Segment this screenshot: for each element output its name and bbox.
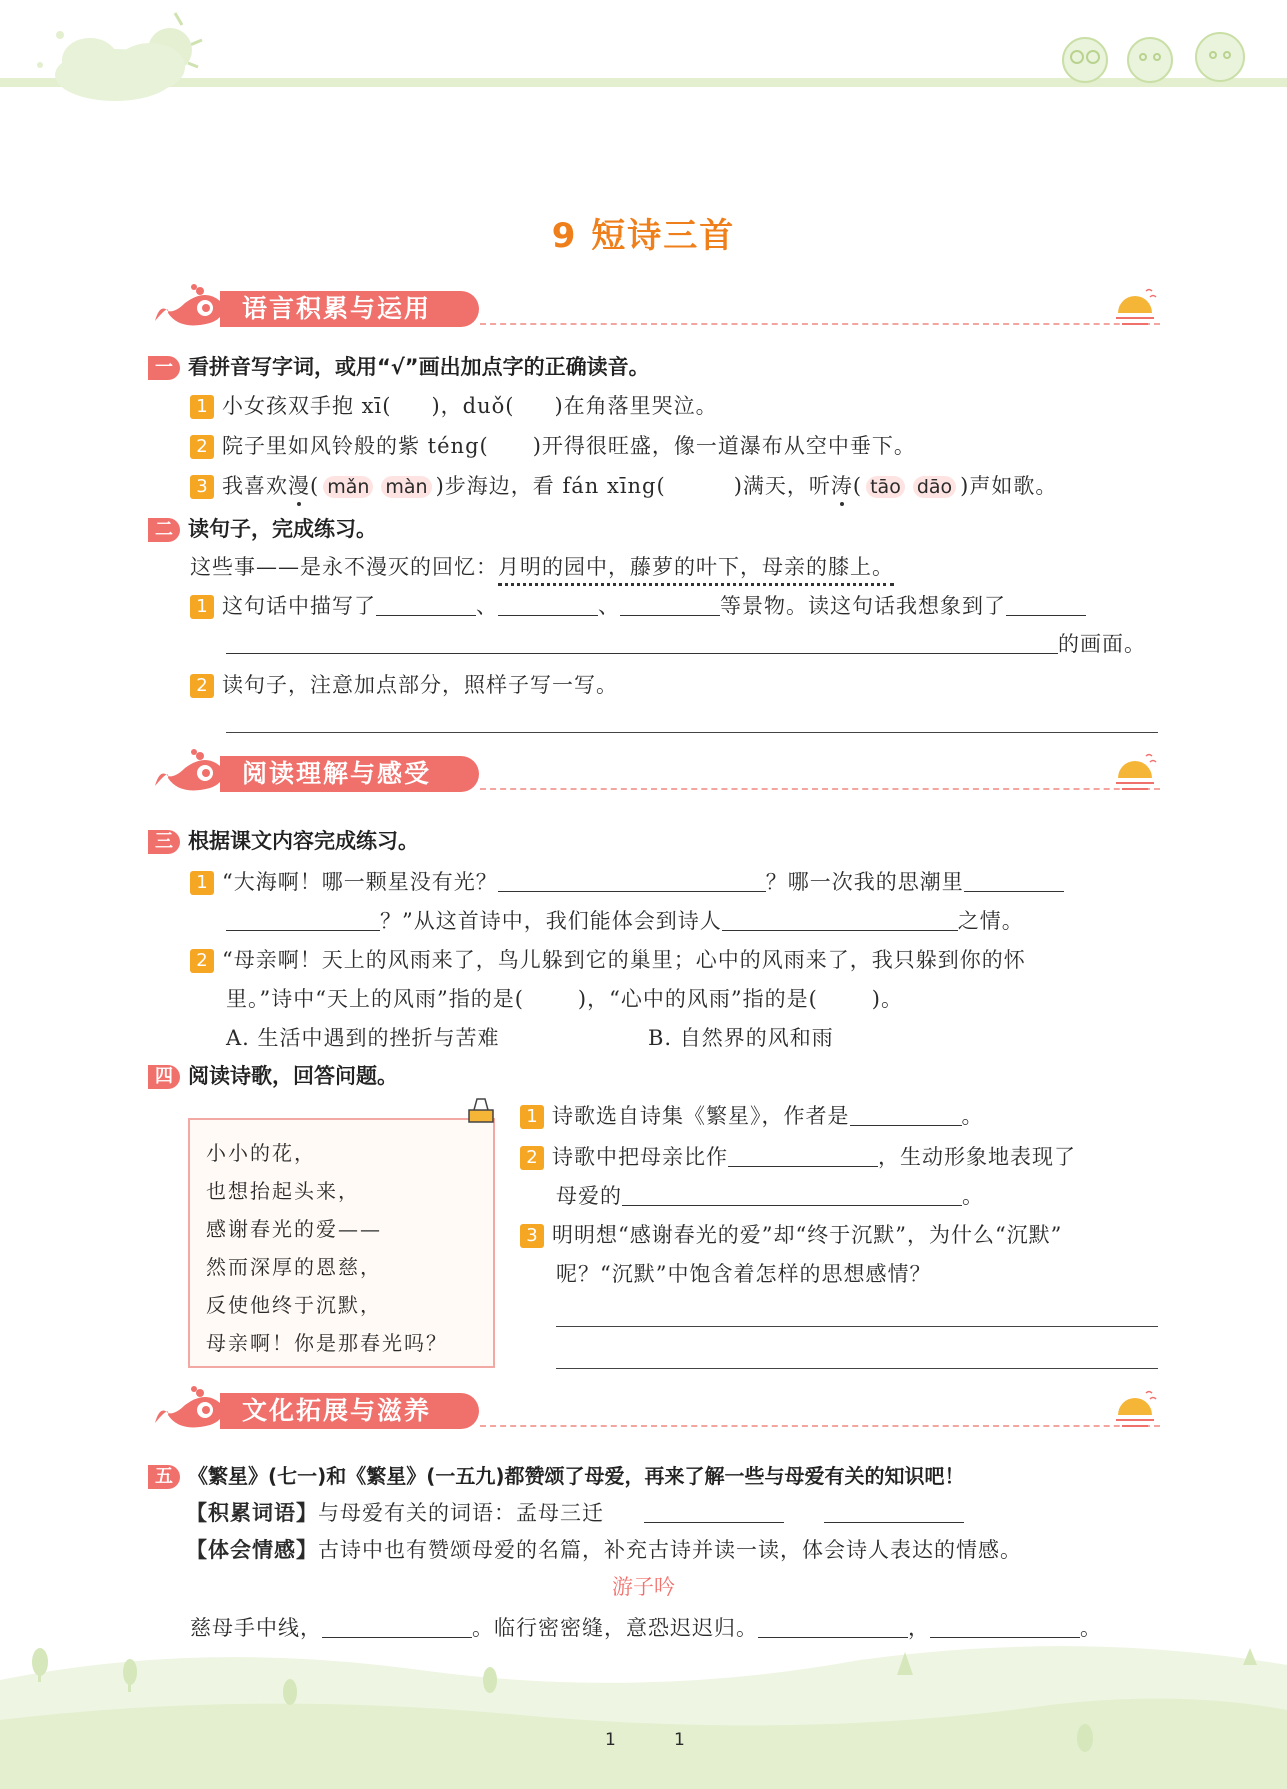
answer-blank[interactable] bbox=[850, 1106, 962, 1126]
poem-box bbox=[188, 1118, 495, 1368]
q2-item-1-cont: 的画面。 bbox=[226, 628, 1146, 658]
answer-blank[interactable] bbox=[226, 911, 380, 931]
q1-item-1: 1 小女孩双手抱 xī( )，duǒ( )在角落里哭泣。 bbox=[190, 390, 718, 420]
sunset-icon bbox=[1110, 1387, 1160, 1432]
item-number: 2 bbox=[520, 1146, 544, 1170]
page-number: 1 bbox=[605, 1730, 616, 1750]
answer-blank[interactable] bbox=[722, 911, 958, 931]
pinyin-option[interactable]: tāo bbox=[866, 476, 905, 498]
q5-line-1: 【积累词语】与母爱有关的词语：孟母三迁 bbox=[186, 1497, 964, 1527]
answer-blank[interactable] bbox=[620, 596, 720, 616]
section-banner-3 bbox=[150, 1385, 1160, 1435]
answer-line[interactable] bbox=[556, 1368, 1158, 1369]
pinyin-option[interactable]: mǎn bbox=[323, 476, 373, 498]
whale-icon bbox=[150, 1385, 230, 1435]
q2-item-2: 2 读句子，注意加点部分，照样子写一写。 bbox=[190, 669, 618, 699]
q3-option-b[interactable]: B. 自然界的风和雨 bbox=[648, 1026, 834, 1050]
question-number: 一 bbox=[148, 356, 180, 380]
whale-icon bbox=[150, 283, 230, 333]
q3-item-2-cont: 里。”诗中“天上的风雨”指的是( )，“心中的风雨”指的是( )。 bbox=[226, 987, 903, 1011]
answer-line[interactable] bbox=[556, 1326, 1158, 1327]
poem-line: 反使他终于沉默， bbox=[206, 1293, 382, 1317]
answer-blank[interactable] bbox=[964, 872, 1064, 892]
dotted-phrase: 月明的园中，藤萝的叶下，母亲的膝上。 bbox=[498, 555, 894, 586]
poem-title: 游子吟 bbox=[612, 1575, 675, 1599]
question-5-title: 五 《繁星》(七一)和《繁星》(一五九)都赞颂了母爱，再来了解一些与母爱有关的知识吧！ bbox=[148, 1460, 965, 1489]
item-number: 3 bbox=[190, 475, 214, 499]
page-title: 9 短诗三首 bbox=[551, 216, 736, 256]
whale-icon bbox=[150, 748, 230, 798]
q4-item-2: 2 诗歌中把母亲比作 ，生动形象地表现了 bbox=[520, 1141, 1076, 1171]
answer-line[interactable] bbox=[226, 732, 1158, 733]
question-number: 三 bbox=[148, 830, 180, 854]
question-number: 五 bbox=[148, 1465, 180, 1489]
q2-sentence: 这些事——是永不漫灭的回忆：月明的园中，藤萝的叶下，母亲的膝上。 bbox=[190, 551, 894, 581]
item-number: 1 bbox=[520, 1105, 544, 1129]
item-number: 1 bbox=[190, 595, 214, 619]
section-title: 语言积累与运用 bbox=[220, 291, 479, 327]
q3-item-1-cont: ？”从这首诗中，我们能体会到诗人 之情。 bbox=[226, 905, 1024, 935]
answer-blank[interactable] bbox=[824, 1503, 964, 1523]
poem-line: 然而深厚的恩慈， bbox=[206, 1255, 382, 1279]
question-number: 二 bbox=[148, 518, 180, 542]
section-title: 阅读理解与感受 bbox=[220, 756, 479, 792]
q3-item-1: 1 “大海啊！哪一颗星没有光？ ？哪一次我的思潮里 bbox=[190, 866, 1064, 896]
q4-item-3: 3 明明想“感谢春光的爱”却“终于沉默”，为什么“沉默” bbox=[520, 1219, 1062, 1249]
sunset-icon bbox=[1110, 750, 1160, 795]
question-4-title: 四 阅读诗歌，回答问题。 bbox=[148, 1060, 398, 1090]
pinyin-option[interactable]: màn bbox=[381, 476, 431, 498]
q5-poem-line: 慈母手中线， 。临行密密缝，意恐迟迟归。 ， 。 bbox=[190, 1616, 1102, 1640]
animals-decoration bbox=[1055, 25, 1255, 85]
q4-item-2-cont: 母爱的 。 bbox=[556, 1184, 984, 1208]
item-number: 1 bbox=[190, 871, 214, 895]
q4-item-1: 1 诗歌选自诗集《繁星》，作者是 。 bbox=[520, 1100, 984, 1130]
poem-line: 也想抬起头来， bbox=[206, 1179, 360, 1203]
answer-blank[interactable] bbox=[622, 1186, 962, 1206]
divider bbox=[480, 1425, 1160, 1427]
question-3-title: 三 根据课文内容完成练习。 bbox=[148, 825, 419, 855]
pinyin-option[interactable]: dāo bbox=[913, 476, 956, 498]
answer-line[interactable] bbox=[226, 634, 1058, 654]
q3-option-a[interactable]: A. 生活中遇到的挫折与苦难 bbox=[226, 1026, 500, 1050]
divider bbox=[480, 788, 1160, 790]
section-banner-1 bbox=[150, 283, 1160, 333]
section-title: 文化拓展与滋养 bbox=[220, 1393, 479, 1429]
sunset-icon bbox=[1110, 285, 1160, 330]
item-number: 3 bbox=[520, 1224, 544, 1248]
answer-blank[interactable] bbox=[498, 872, 766, 892]
answer-blank[interactable] bbox=[1006, 596, 1086, 616]
landscape-decoration bbox=[0, 1620, 1287, 1789]
poem-line: 小小的花， bbox=[206, 1141, 316, 1165]
item-number: 2 bbox=[190, 949, 214, 973]
question-2-title: 二 读句子，完成练习。 bbox=[148, 513, 377, 543]
q2-item-1: 1 这句话中描写了 、 、 等景物。读这句话我想象到了 bbox=[190, 590, 1086, 620]
question-number: 四 bbox=[148, 1065, 180, 1089]
page-number: 1 bbox=[674, 1730, 685, 1750]
section-banner-2 bbox=[150, 748, 1160, 798]
q4-item-3-cont: 呢？“沉默”中饱含着怎样的思想感情？ bbox=[556, 1262, 932, 1286]
answer-blank[interactable] bbox=[728, 1147, 878, 1167]
poem-line: 感谢春光的爱—— bbox=[206, 1217, 382, 1241]
item-number: 2 bbox=[190, 435, 214, 459]
answer-blank[interactable] bbox=[644, 1503, 784, 1523]
poem-line: 母亲啊！你是那春光吗？ bbox=[206, 1331, 448, 1355]
cloud-sun-decoration bbox=[20, 5, 210, 110]
item-number: 1 bbox=[190, 395, 214, 419]
question-1-title: 一 看拼音写字词，或用“√”画出加点字的正确读音。 bbox=[148, 351, 650, 381]
q1-item-2: 2 院子里如风铃般的紫 téng( )开得很旺盛，像一道瀑布从空中垂下。 bbox=[190, 430, 916, 460]
divider bbox=[480, 323, 1160, 325]
q3-item-2: 2 “母亲啊！天上的风雨来了，鸟儿躲到它的巢里；心中的风雨来了，我只躲到你的怀 bbox=[190, 944, 1026, 974]
item-number: 2 bbox=[190, 674, 214, 698]
q5-line-2: 【体会情感】古诗中也有赞颂母爱的名篇，补充古诗并读一读，体会诗人表达的情感。 bbox=[186, 1538, 1022, 1562]
answer-blank[interactable] bbox=[498, 596, 598, 616]
q1-item-3: 3 我喜欢漫( mǎn màn )步海边，看 fán xīng( )满天，听涛( tāo dāo )声如歌。 bbox=[190, 470, 1057, 500]
answer-blank[interactable] bbox=[376, 596, 476, 616]
binder-clip-icon bbox=[466, 1096, 496, 1126]
